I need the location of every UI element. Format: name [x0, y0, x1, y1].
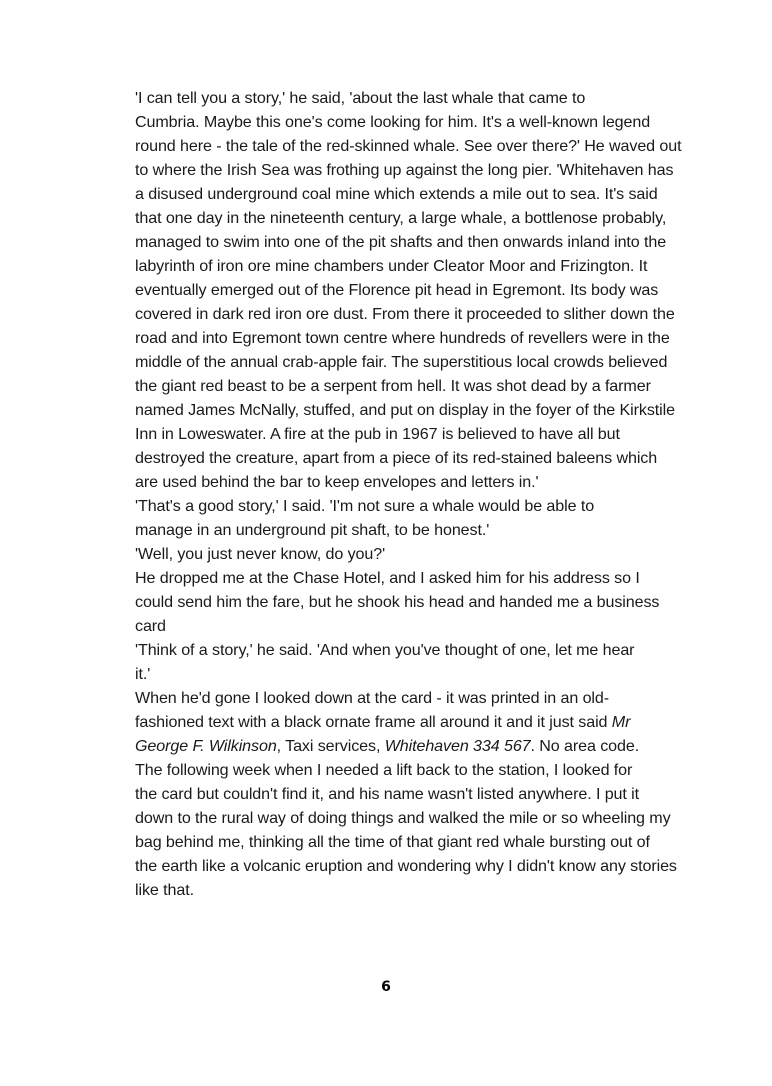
paragraph-business-card [88, 686, 686, 758]
text-line: 'Think of a story,' he said. 'And when you've thought of one, let me hear [135, 641, 635, 659]
document-body [88, 86, 686, 902]
text-line: labyrinth of iron ore mine chambers under Cleator Moor and Frizington. It [135, 257, 648, 275]
card-name-italic: George F. Wilkinson [135, 737, 277, 755]
paragraph-following-week [88, 758, 686, 902]
text-line: He dropped me at the Chase Hotel, and I asked him for his address so I [135, 569, 640, 587]
text-segment: . No area code. [530, 737, 640, 755]
text-line: covered in dark red iron ore dust. From there it proceeded to slither down the [135, 305, 675, 323]
text-line: named James McNally, stuffed, and put on display in the foyer of the Kirkstile [135, 401, 675, 419]
text-line: are used behind the bar to keep envelopes and letters in.' [135, 473, 539, 491]
text-line: 'I can tell you a story,' he said, 'about the last whale that came to [135, 89, 586, 107]
paragraph-think-of-story [88, 638, 686, 686]
text-line: the earth like a volcanic eruption and wondering why I didn't know any stories [135, 857, 677, 875]
text-line: could send him the fare, but he shook his head and handed me a business [135, 593, 660, 611]
text-line: down to the rural way of doing things and walked the mile or so wheeling my [135, 809, 671, 827]
text-line: Inn in Loweswater. A fire at the pub in 1967 is believed to have all but [135, 425, 620, 443]
text-line: managed to swim into one of the pit shafts and then onwards inland into the [135, 233, 667, 251]
text-line: it.' [135, 665, 151, 683]
text-line: Cumbria. Maybe this one's come looking for him. It's a well-known legend [135, 113, 651, 131]
text-line: destroyed the creature, apart from a piece of its red-stained baleens which [135, 449, 658, 467]
card-name-italic: Mr [611, 713, 631, 731]
paragraph-whale-legend [88, 86, 686, 494]
text-line: bag behind me, thinking all the time of that giant red whale bursting out of [135, 833, 650, 851]
text-line: 'Well, you just never know, do you?' [135, 545, 386, 563]
text-line: manage in an underground pit shaft, to be honest.' [135, 521, 490, 539]
text-line: The following week when I needed a lift back to the station, I looked for [135, 761, 633, 779]
text-line [88, 734, 686, 758]
paragraph-never-know [88, 542, 686, 566]
text-line: the card but couldn't find it, and his name wasn't listed anywhere. I put it [135, 785, 639, 803]
text-line: middle of the annual crab-apple fair. The superstitious local crowds believed [135, 353, 668, 371]
text-line: When he'd gone I looked down at the card - it was printed in an old- [135, 689, 610, 707]
text-line: that one day in the nineteenth century, a large whale, a bottlenose probably, [135, 209, 667, 227]
text-line: like that. [135, 881, 194, 899]
text-line: to where the Irish Sea was frothing up against the long pier. 'Whitehaven has [135, 161, 674, 179]
text-line: a disused underground coal mine which extends a mile out to sea. It's said [135, 185, 658, 203]
text-line: road and into Egremont town centre where hundreds of revellers were in the [135, 329, 670, 347]
page-number: 6 [381, 979, 391, 995]
paragraph-chase-hotel [88, 566, 686, 638]
text-segment: , Taxi services, [276, 737, 385, 755]
card-phone-italic: Whitehaven 334 567 [384, 737, 531, 755]
text-line: card [135, 617, 166, 635]
text-segment: fashioned text with a black ornate frame all around it and it just said [135, 713, 612, 731]
text-line [88, 710, 686, 734]
paragraph-good-story [88, 494, 686, 542]
text-line: eventually emerged out of the Florence pit head in Egremont. Its body was [135, 281, 659, 299]
text-line: 'That's a good story,' I said. 'I'm not sure a whale would be able to [135, 497, 595, 515]
text-line: the giant red beast to be a serpent from hell. It was shot dead by a farmer [135, 377, 651, 395]
text-line: round here - the tale of the red-skinned whale. See over there?' He waved out [135, 137, 682, 155]
